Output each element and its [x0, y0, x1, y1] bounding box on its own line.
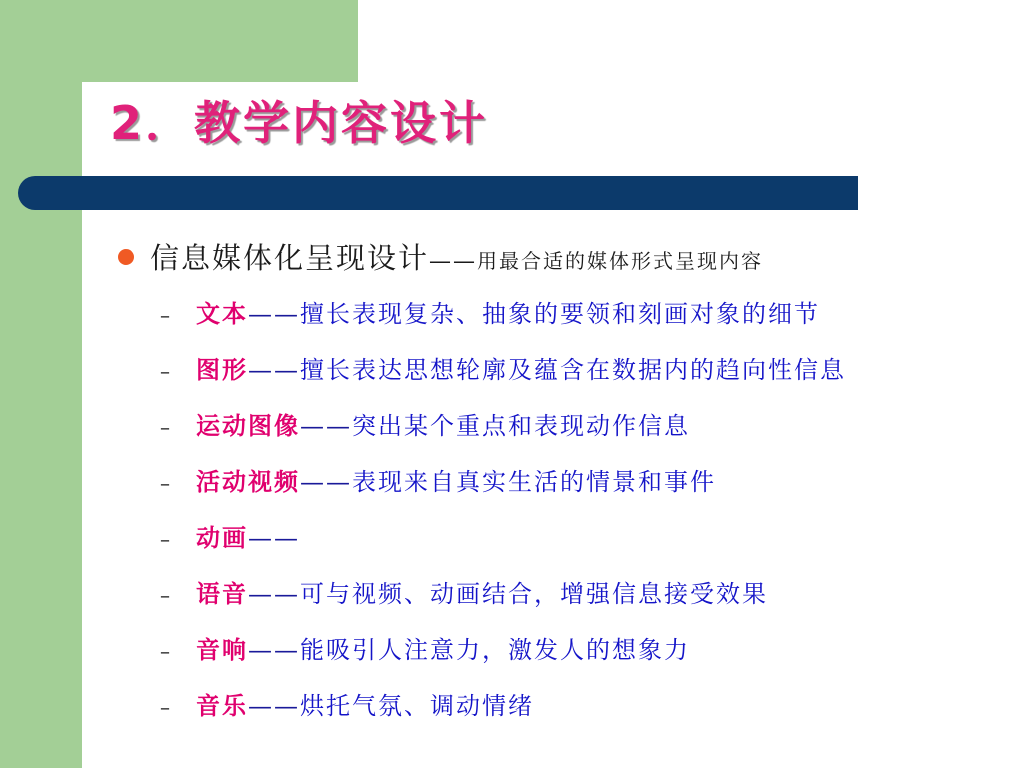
item-description: 可与视频、动画结合，增强信息接受效果	[300, 580, 768, 608]
main-point-dash: ——	[429, 249, 478, 274]
dash-marker-icon: –	[160, 415, 172, 439]
item-dash: ——	[300, 412, 352, 440]
list-item	[160, 691, 534, 720]
list-item	[160, 299, 820, 328]
item-dash: ——	[248, 636, 300, 664]
item-term: 图形	[196, 355, 248, 384]
main-point-heading: 信息媒体化呈现设计	[150, 241, 430, 275]
list-item	[160, 411, 690, 440]
top-green-band	[82, 0, 358, 82]
list-item	[160, 355, 846, 384]
dash-marker-icon: –	[160, 695, 172, 719]
list-item	[160, 467, 716, 496]
list-item	[160, 579, 768, 608]
item-description: 突出某个重点和表现动作信息	[352, 412, 690, 440]
item-description: 擅长表达思想轮廓及蕴含在数据内的趋向性信息	[300, 356, 846, 384]
item-term: 动画	[196, 523, 248, 552]
list-item	[160, 523, 300, 552]
item-description: 烘托气氛、调动情绪	[300, 692, 534, 720]
item-term: 活动视频	[196, 467, 300, 496]
item-dash: ——	[300, 468, 352, 496]
item-description: 表现来自真实生活的情景和事件	[352, 468, 716, 496]
dash-marker-icon: –	[160, 583, 172, 607]
slide-title: 2．教学内容设计	[110, 96, 489, 150]
dash-marker-icon: –	[160, 303, 172, 327]
main-point	[150, 236, 763, 277]
item-term: 音响	[196, 635, 248, 664]
item-term: 语音	[196, 579, 248, 608]
dash-marker-icon: –	[160, 471, 172, 495]
dash-marker-icon: –	[160, 527, 172, 551]
dash-marker-icon: –	[160, 639, 172, 663]
item-dash: ——	[248, 356, 300, 384]
item-term: 文本	[196, 299, 248, 328]
dash-marker-icon: –	[160, 359, 172, 383]
item-dash: ——	[248, 524, 300, 552]
item-dash: ——	[248, 692, 300, 720]
item-term: 运动图像	[196, 411, 300, 440]
item-description: 擅长表现复杂、抽象的要领和刻画对象的细节	[300, 300, 820, 328]
title-underline-bar	[18, 176, 858, 210]
main-point-description: 用最合适的媒体形式呈现内容	[477, 249, 764, 273]
item-dash: ——	[248, 300, 300, 328]
item-term: 音乐	[196, 691, 248, 720]
list-item	[160, 635, 690, 664]
bullet-dot-icon	[118, 249, 134, 265]
item-dash: ——	[248, 580, 300, 608]
left-green-band	[0, 0, 82, 768]
item-description: 能吸引人注意力，激发人的想象力	[300, 636, 690, 664]
